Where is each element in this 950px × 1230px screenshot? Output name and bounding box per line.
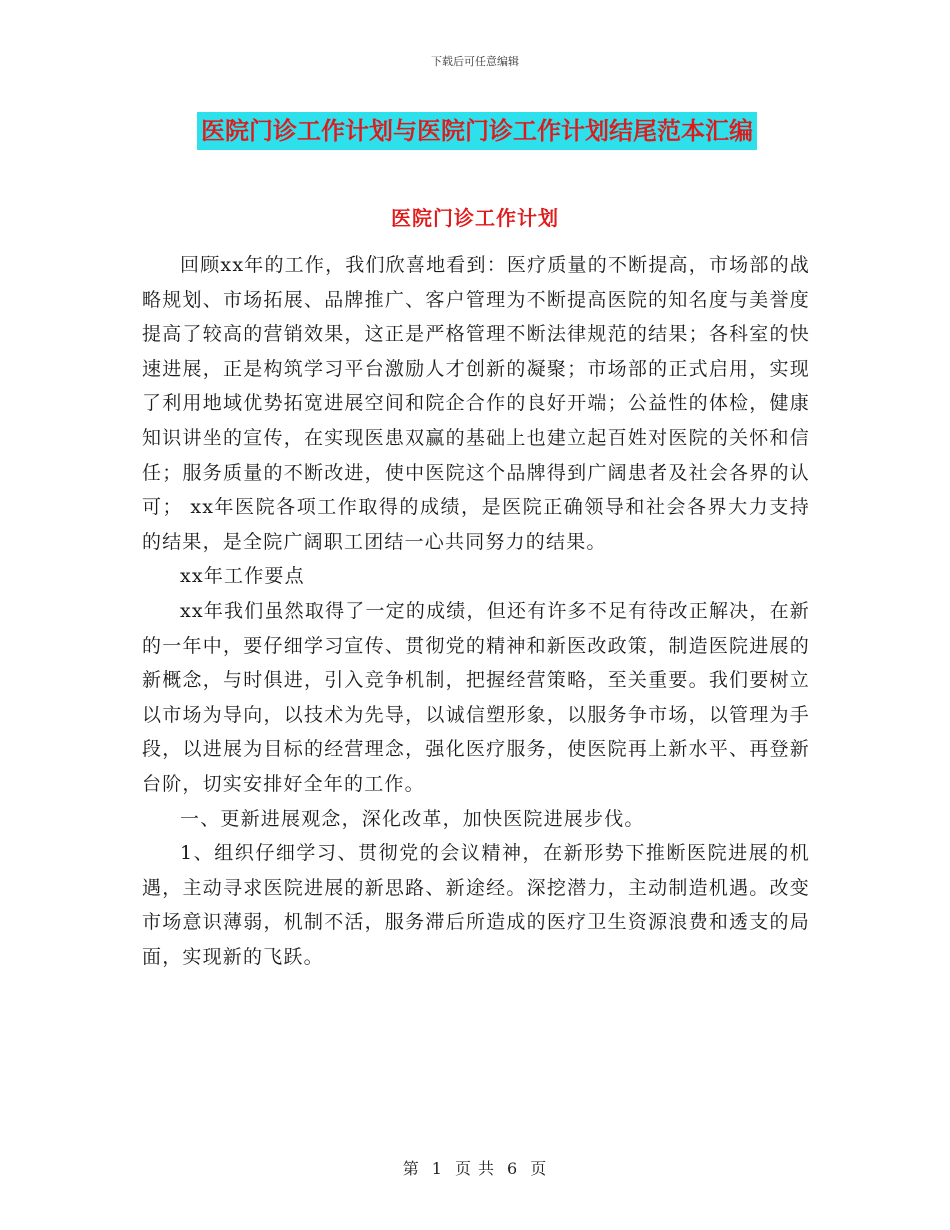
paragraph: xx年我们虽然取得了一定的成绩，但还有许多不足有待改正解决，在新的一年中，要仔细学习宣传、贯彻党的精神和新医改政策，制造医院进展的新概念，与时俱进，引入竞争机制，把握经营策略，至关重要。我们要树立以市场为导向，以技术为先导，以诚信塑形象，以服务争市场，以管理为手段，以进展为目标的经营理念，强化医疗服务，使医院再上新水平、再登新台阶，切实安排好全年的工作。 (142, 599, 810, 795)
page-header-note: 下载后可任意编辑 (431, 55, 519, 68)
document-title: 医院门诊工作计划与医院门诊工作计划结尾范本汇编 (197, 112, 757, 150)
page-number: 1 (431, 1159, 443, 1178)
paragraph: 1、组织仔细学习、贯彻党的会议精神，在新形势下推断医院进展的机遇，主动寻求医院进展的新思路、新途经。深挖潜力，主动制造机遇。改变市场意识薄弱，机制不活，服务滞后所造成的医疗卫生资源浪费和透支的局面，实现新的飞跃。 (142, 842, 810, 968)
footer-prefix: 第 (402, 1159, 420, 1178)
section-title: 医院门诊工作计划 (391, 206, 559, 230)
footer-middle: 页 共 (454, 1159, 496, 1178)
document-body (142, 248, 810, 974)
paragraph: 一、更新进展观念，深化改革，加快医院进展步伐。 (180, 807, 645, 830)
page-total: 6 (507, 1159, 519, 1178)
page-footer (0, 1156, 950, 1179)
paragraph: xx年工作要点 (180, 565, 305, 588)
paragraph: 回顾xx年的工作，我们欣喜地看到：医疗质量的不断提高，市场部的战略规划、市场拓展、品牌推广、客户管理为不断提高医院的知名度与美誉度提高了较高的营销效果，这正是严格管理不断法律规范的结果；各科室的快速进展，正是构筑学习平台激励人才创新的凝聚；市场部的正式启用，实现了利用地域优势拓宽进展空间和院企合作的良好开端；公益性的体检，健康知识讲坐的宣传，在实现医患双赢的基础上也建立起百姓对医院的关怀和信任；服务质量的不断改进，使中医院这个品牌得到广阔患者及社会各界的认可； xx年医院各项工作取得的成绩，是医院正确领导和社会各界大力支持的结果，是全院广阔职工团结一心共同努力的结果。 (142, 254, 810, 553)
footer-suffix: 页 (530, 1159, 548, 1178)
